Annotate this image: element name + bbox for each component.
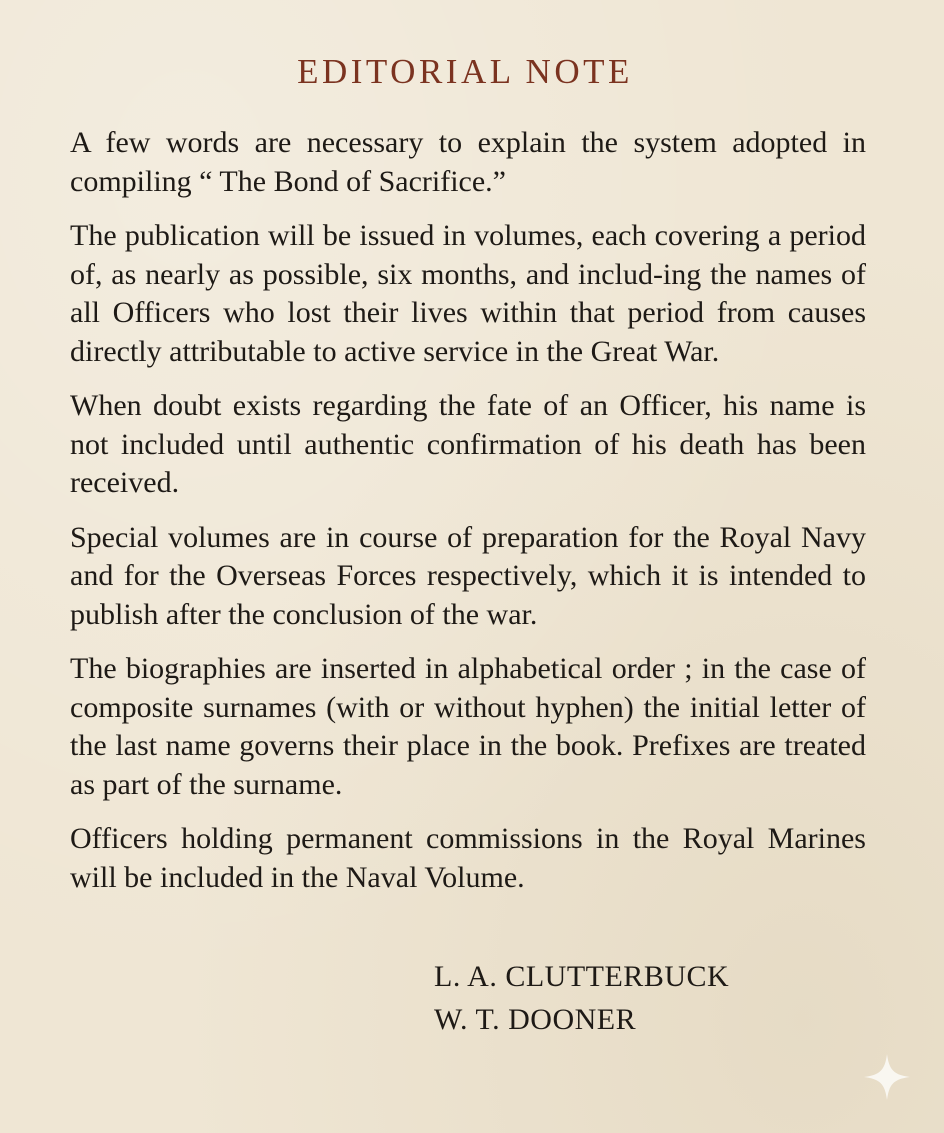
paragraph-royal-marines: Officers holding permanent commissions in the Royal Marines will be included in the Naval Volume. [70,822,866,894]
note-body [70,124,866,913]
signature-block [434,955,729,1041]
signatory-clutterbuck: L. A. CLUTTERBUCK [434,960,730,993]
paragraph-special-volumes: Special volumes are in course of preparation for the Royal Navy and for the Overseas Forces respectively, which it is intended to publish after the conclusion of the war. [70,520,866,631]
page-title: EDITORIAL NOTE [297,52,633,91]
signatory-dooner: W. T. DOONER [434,1003,637,1036]
paragraph-system: A few words are necessary to explain the system adopted in compiling “ The Bond of Sacrifice.” [70,126,866,198]
paragraph-doubt: When doubt exists regarding the fate of an Officer, his name is not included until authentic confirmation of his death has been received. [70,389,866,499]
sparkle-icon [862,1052,912,1102]
paragraph-biographies: The biographies are inserted in alphabetical order ; in the case of composite surnames (with or without hyphen) the initial letter of the last name governs their place in the book. Prefixes are treated as part of the surname. [70,652,866,801]
paragraph-publication: The publication will be issued in volumes, each covering a period of, as nearly as possible, six months, and includ-ing the names of all Officers who lost their lives within that period from causes directly attributable to active service in the Great War. [70,219,866,368]
